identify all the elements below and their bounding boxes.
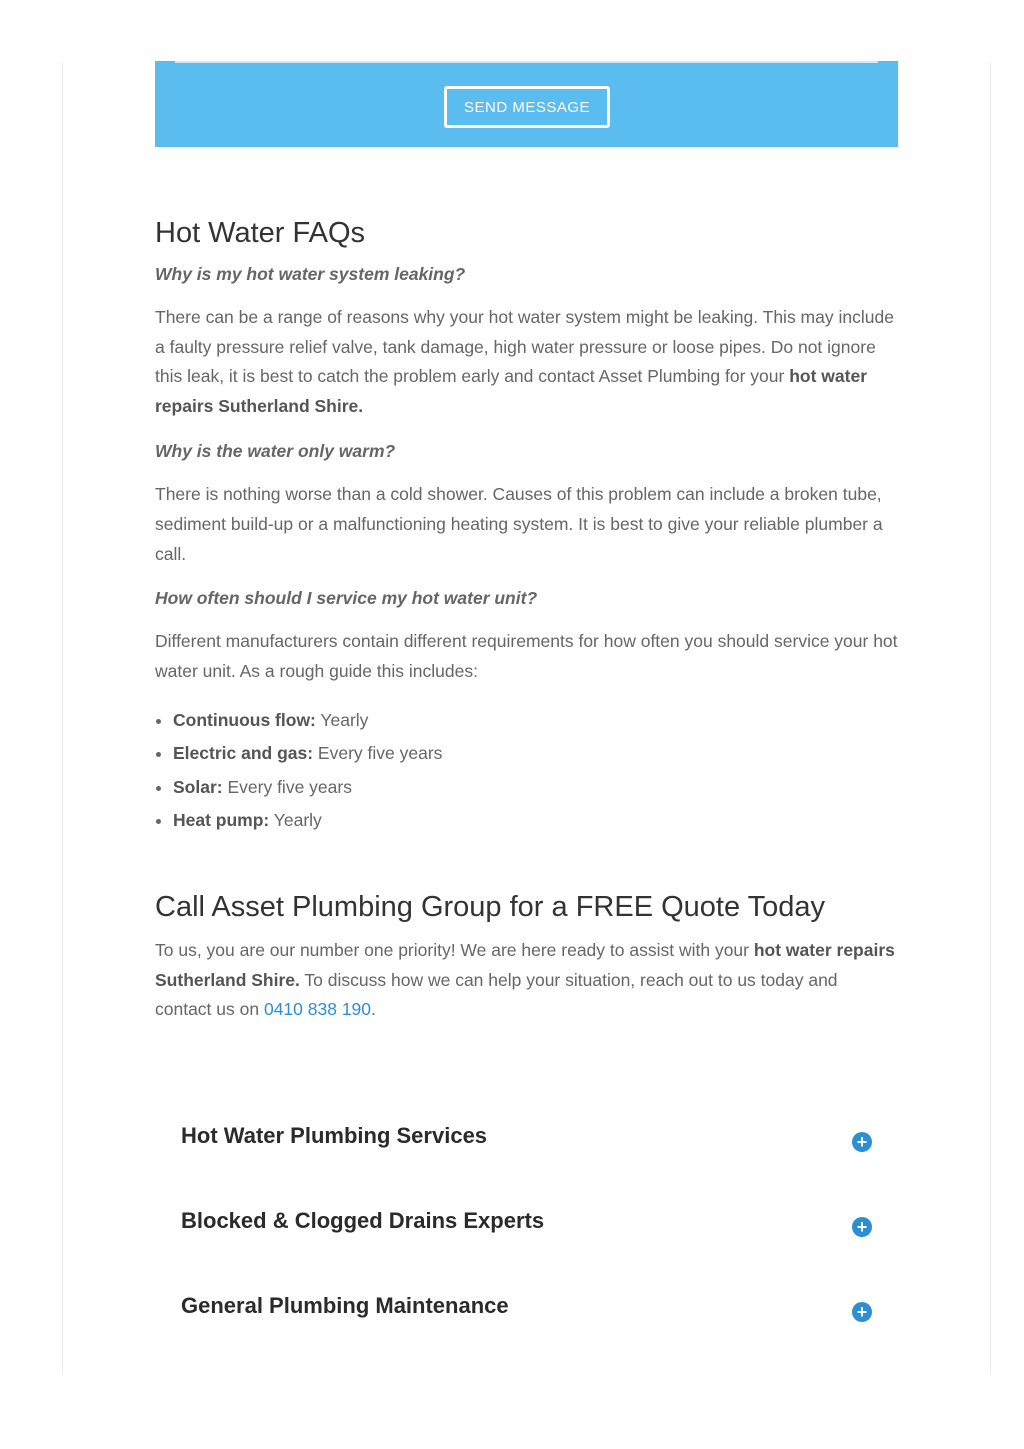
main-content [155, 216, 898, 1042]
list-item: • Heat pump: Yearly [173, 804, 898, 838]
cta-heading: Call Asset Plumbing Group for a FREE Quote Today [155, 890, 826, 923]
faq-answer: Different manufacturers contain different requirements for how often you should service your hot water unit. As a rough guide this includes: [155, 631, 898, 682]
accordion-item[interactable] [155, 1100, 898, 1185]
phone-link[interactable]: 0410 838 190 [263, 999, 372, 1020]
list-item: • Continuous flow: Yearly [173, 704, 898, 738]
cta-text: To us, you are our number one priority! We are here ready to assist with your hot water repairs Sutherland Shire. To discuss how we can help your situation, reach out to us today and contact us on 0410 838 190. [155, 939, 895, 1020]
services-accordion [155, 1100, 898, 1355]
faq-answer: There is nothing worse than a cold shower. Causes of this problem can include a broken tube, sediment build-up or a malfunctioning heating system. It is best to give your reliable plumber a call. [155, 483, 883, 564]
message-field-edge[interactable] [175, 61, 878, 63]
faq-question: Why is the water only warm? [155, 440, 396, 461]
list-item: • Electric and gas: Every five years [173, 737, 898, 771]
faq-heading: Hot Water FAQs [155, 217, 366, 249]
send-message-button[interactable]: SEND MESSAGE [444, 86, 610, 128]
service-guide-list [155, 704, 898, 838]
faq-question: Why is my hot water system leaking? [155, 263, 466, 284]
accordion-item[interactable] [155, 1185, 898, 1270]
accordion-title[interactable]: General Plumbing Maintenance [181, 1293, 509, 1318]
plus-circle-icon[interactable]: + [852, 1132, 872, 1152]
faq-question: How often should I service my hot water unit? [155, 588, 538, 609]
contact-form-band [155, 61, 898, 147]
accordion-title[interactable]: Hot Water Plumbing Services [181, 1123, 488, 1148]
plus-circle-icon[interactable]: + [852, 1217, 872, 1237]
accordion-item[interactable] [155, 1270, 898, 1355]
list-item: • Solar: Every five years [173, 771, 898, 805]
plus-circle-icon[interactable]: + [852, 1302, 872, 1322]
accordion-title[interactable]: Blocked & Clogged Drains Experts [181, 1208, 545, 1233]
faq-answer: There can be a range of reasons why your hot water system might be leaking. This may include a faulty pressure relief valve, tank damage, high water pressure or loose pipes. Do not ignore this leak, it is best to catch the problem early and contact Asset Plumbing for your hot water repairs Sutherland Shire. [155, 306, 894, 417]
